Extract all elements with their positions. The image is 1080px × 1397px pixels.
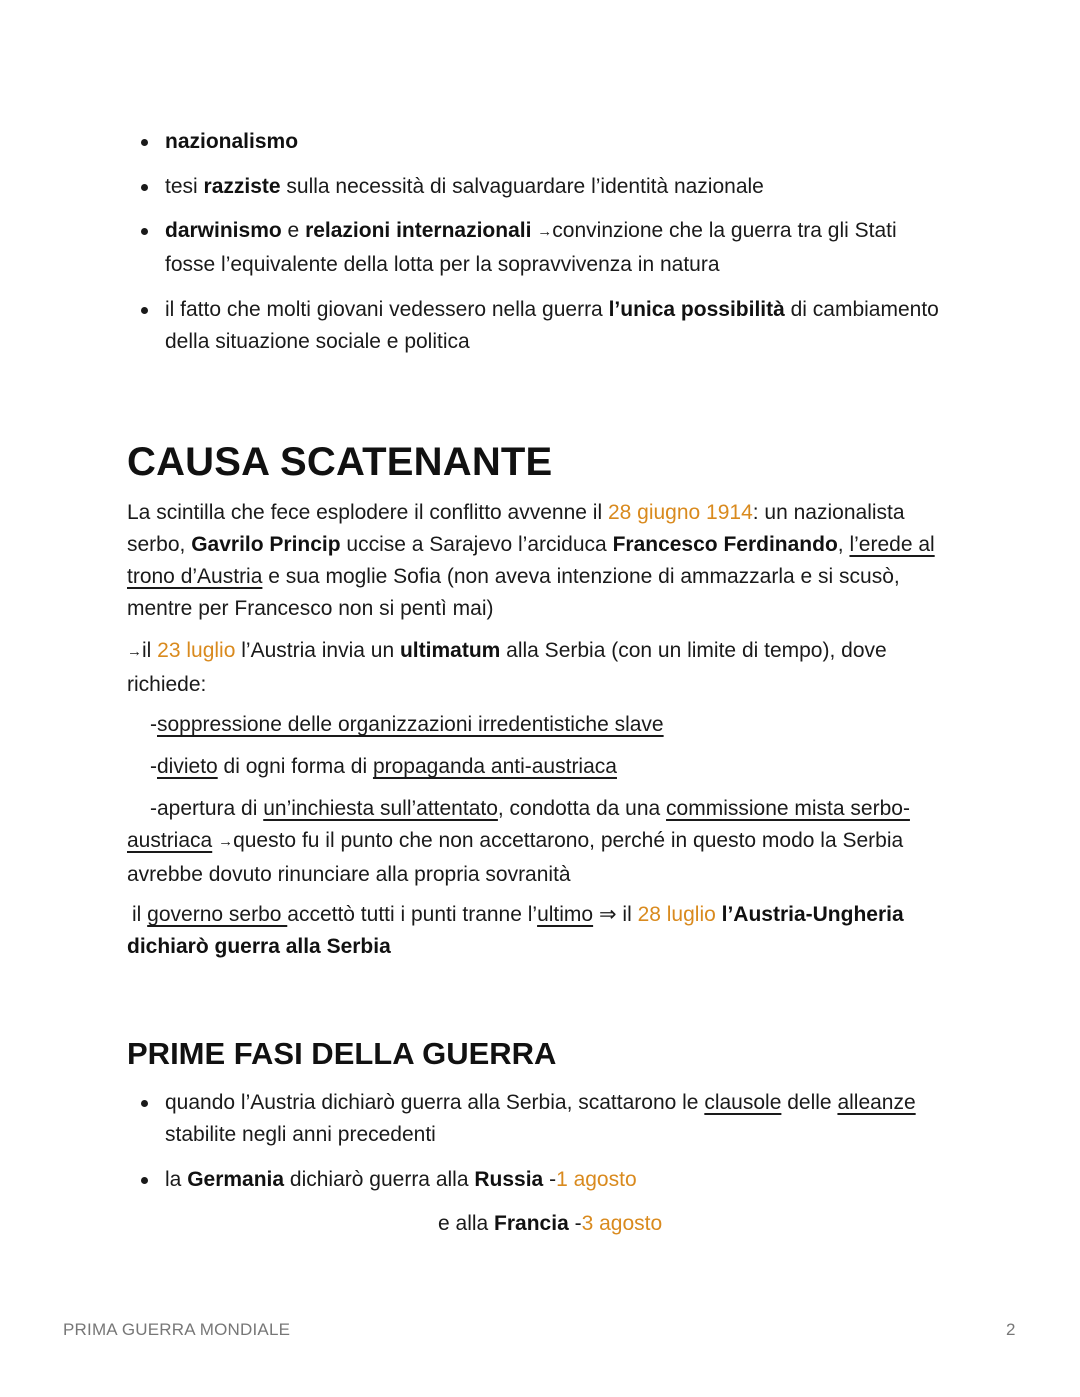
page-number: 2 [1006, 1320, 1016, 1339]
date: 28 giugno 1914 [607, 501, 753, 524]
list-item: nazionalismo [140, 126, 960, 158]
double-arrow-icon: ⇒ [598, 903, 617, 926]
arrow-icon: → [537, 223, 553, 240]
list-item: il fatto che molti giovani vedessero nella guerra l’unica possibilità di cambiamento della situazione sociale e politica [140, 294, 960, 358]
demand-3: -apertura di un’inchiesta sull’attentato, condotta da una commissione mista serbo- austriaca →questo fu il punto che non accettarono, perché in questo modo la Serbia avrebbe dovuto rinunciare alla propria sovranità [127, 797, 910, 886]
section-title-prime-fasi: PRIME FASI DELLA GUERRA [127, 1036, 557, 1071]
arrow-icon: → [127, 643, 142, 660]
date: 3 agosto [581, 1212, 663, 1235]
list-item: quando l’Austria dichiarò guerra alla Serbia, scattarono le clausole delle alleanze stabilite negli anni precedenti [140, 1087, 960, 1151]
causes-list [140, 126, 960, 358]
list-item: tesi razziste sulla necessità di salvaguardare l’identità nazionale [140, 171, 960, 203]
list-item: darwinismo e relazioni internazionali →convinzione che la guerra tra gli Stati fosse l’equivalente della lotta per la sopravvivenza in natura [140, 215, 960, 281]
demand-1: -soppressione delle organizzazioni irredentistiche slave [150, 713, 664, 736]
phase-line-francia: e alla Francia -3 agosto [438, 1212, 663, 1235]
list-item: la Germania dichiarò guerra alla Russia -1 agosto [140, 1164, 960, 1196]
paragraph-scintilla: La scintilla che fece esplodere il conflitto avvenne il 28 giugno 1914: un nazionalista serbo, Gavrilo Princip uccise a Sarajevo l’arciduca Francesco Ferdinando, l’erede al trono d’Austria e sua moglie Sofia (non aveva intenzione di ammazzarla e si scusò, mentre per Francesco non si pentì mai) [127, 501, 935, 620]
demand-2: -divieto di ogni forma di propaganda anti-austriaca [150, 755, 617, 778]
paragraph-declaration: il governo serbo accettò tutti i punti tranne l’ultimo ⇒ il 28 luglio l’Austria-Ungheria dichiarò guerra alla Serbia [127, 903, 904, 958]
footer-title: PRIMA GUERRA MONDIALE [63, 1320, 291, 1339]
date: 28 luglio [637, 903, 716, 926]
date: 23 luglio [157, 639, 236, 662]
phases-list [140, 1087, 960, 1196]
date: 1 agosto [556, 1168, 637, 1191]
section-title-causa-scatenante: CAUSA SCATENANTE [127, 440, 553, 484]
paragraph-ultimatum: →il 23 luglio l’Austria invia un ultimatum alla Serbia (con un limite di tempo), dove richiede: [127, 639, 887, 696]
arrow-icon: → [218, 833, 234, 850]
